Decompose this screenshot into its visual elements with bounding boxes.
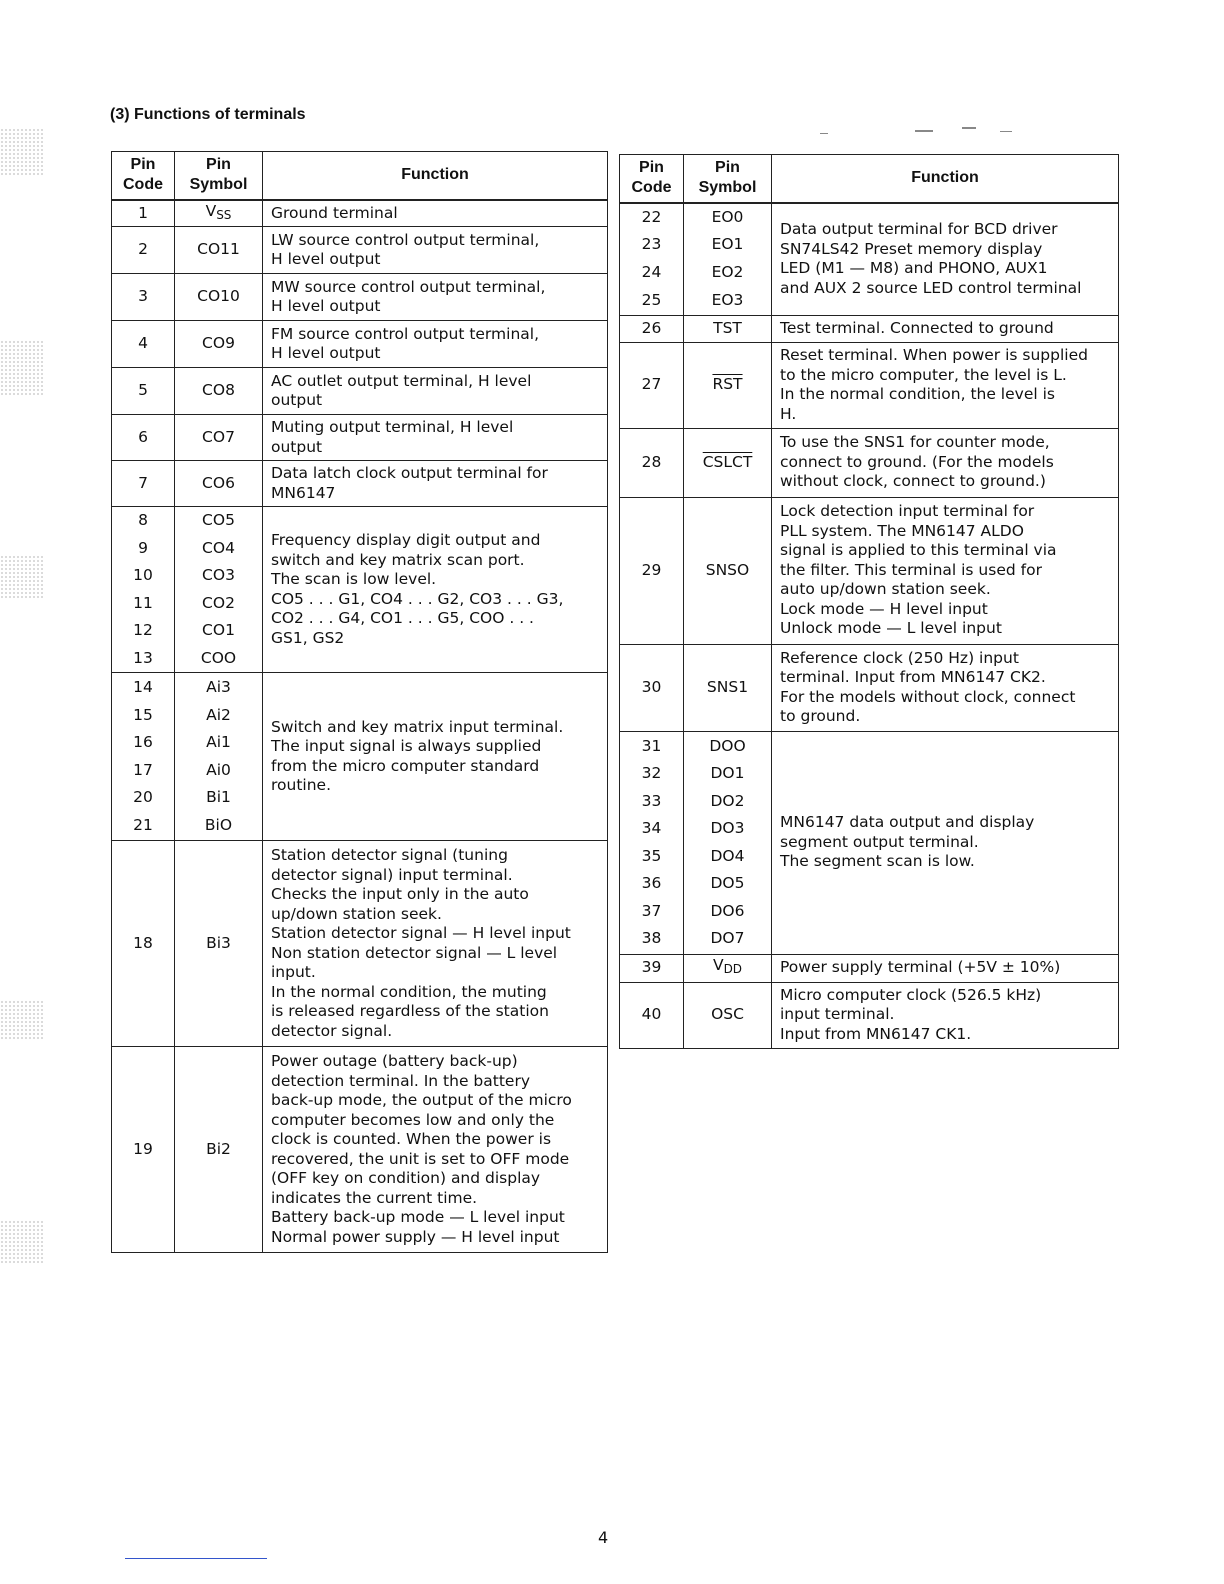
pin-symbol bbox=[684, 954, 772, 982]
pin-code: 34 bbox=[641, 819, 662, 838]
pin-code: 28 bbox=[620, 428, 684, 497]
pin-symbol-stack bbox=[684, 731, 772, 954]
pin-function: Reset terminal. When power is supplied to the micro computer, the level is L. In the normal condition, the level is H. bbox=[772, 342, 1119, 428]
pin-symbol-cell bbox=[684, 428, 772, 497]
table-row bbox=[112, 841, 608, 1047]
pin-symbol: SNS1 bbox=[684, 644, 772, 731]
pin-symbol: DO3 bbox=[710, 819, 745, 838]
pin-code: 20 bbox=[133, 788, 153, 806]
pin-code: 25 bbox=[641, 290, 662, 309]
table-row bbox=[620, 954, 1119, 982]
pin-code: 27 bbox=[620, 342, 684, 428]
pin-code: 29 bbox=[620, 497, 684, 644]
header-pin-symbol: Pin Symbol bbox=[175, 152, 263, 200]
pin-function: Reference clock (250 Hz) input terminal. Input from MN6147 CK2. For the models without clock, connect to ground. bbox=[772, 644, 1119, 731]
pin-code: 18 bbox=[112, 841, 175, 1047]
header-pin-code: Pin Code bbox=[112, 152, 175, 200]
table-row bbox=[112, 227, 608, 274]
table-row bbox=[112, 321, 608, 368]
pin-code: 5 bbox=[112, 368, 175, 415]
pin-symbol: CO4 bbox=[202, 538, 235, 557]
table-row bbox=[620, 982, 1119, 1048]
scan-speck bbox=[962, 127, 976, 129]
pin-code: 4 bbox=[112, 321, 175, 368]
pin-code: 26 bbox=[620, 315, 684, 342]
pin-symbol: Bi2 bbox=[175, 1047, 263, 1253]
pin-symbol: SNSO bbox=[684, 497, 772, 644]
pin-symbol: Ai2 bbox=[206, 705, 231, 724]
pin-code: 6 bbox=[112, 415, 175, 461]
pin-function: Data output terminal for BCD driver SN74LS42 Preset memory display LED (M1 — M8) and PHONO, AUX1 and AUX 2 source LED control terminal bbox=[772, 203, 1119, 316]
pin-symbol: EO2 bbox=[711, 263, 744, 282]
pin-function: Lock detection input terminal for PLL system. The MN6147 ALDO signal is applied to this terminal via the filter. This terminal is used for auto up/down station seek. Lock mode — H level input Unlock mode — L level input bbox=[772, 497, 1119, 644]
pin-symbol: OSC bbox=[684, 982, 772, 1048]
scan-binding-mark bbox=[0, 555, 45, 600]
pin-code: 2 bbox=[112, 227, 175, 274]
left-pin-table bbox=[111, 151, 608, 1253]
pin-symbol: DO4 bbox=[710, 846, 745, 865]
pin-code: 35 bbox=[641, 846, 662, 865]
pin-code-stack bbox=[620, 731, 684, 954]
table-row bbox=[112, 200, 608, 227]
table-header-row bbox=[620, 155, 1119, 203]
pin-code: 17 bbox=[133, 760, 153, 779]
pin-function: Test terminal. Connected to ground bbox=[772, 315, 1119, 342]
scan-speck bbox=[1000, 131, 1012, 132]
pin-symbol-cell bbox=[684, 342, 772, 428]
pin-function: Muting output terminal, H level output bbox=[263, 415, 608, 461]
pin-code: 40 bbox=[620, 982, 684, 1048]
pin-code: 30 bbox=[620, 644, 684, 731]
pin-symbol-base: V bbox=[205, 201, 217, 220]
pin-symbol: CO5 bbox=[202, 511, 235, 529]
table-row bbox=[112, 368, 608, 415]
pin-symbol: DO5 bbox=[710, 874, 745, 893]
header-function: Function bbox=[263, 152, 608, 200]
pin-symbol: Ai3 bbox=[206, 678, 231, 696]
pin-symbol: EO3 bbox=[711, 290, 744, 309]
pin-symbol-stack bbox=[175, 507, 263, 673]
scan-binding-mark bbox=[0, 1220, 45, 1265]
pin-code: 11 bbox=[133, 593, 153, 612]
pin-function: MN6147 data output and display segment output terminal. The segment scan is low. bbox=[772, 731, 1119, 954]
table-header-row bbox=[112, 152, 608, 200]
pin-code: 36 bbox=[641, 874, 662, 893]
pin-symbol: Ai0 bbox=[206, 760, 231, 779]
pin-symbol: CO10 bbox=[175, 274, 263, 321]
pin-symbol: DO2 bbox=[710, 791, 745, 810]
table-row bbox=[112, 461, 608, 507]
pin-code: 16 bbox=[133, 733, 153, 751]
scan-speck bbox=[915, 130, 933, 132]
pin-code: 32 bbox=[641, 764, 662, 783]
pin-symbol: DO1 bbox=[710, 764, 745, 783]
table-row bbox=[620, 644, 1119, 731]
header-pin-symbol: Pin Symbol bbox=[684, 155, 772, 203]
table-row bbox=[620, 342, 1119, 428]
pin-symbol: EO1 bbox=[711, 235, 744, 254]
pin-symbol: COO bbox=[200, 648, 237, 667]
scan-binding-mark bbox=[0, 128, 45, 176]
pin-symbol-sub: SS bbox=[216, 207, 232, 222]
pin-symbol-stack bbox=[684, 203, 772, 316]
pin-code: 23 bbox=[641, 235, 662, 254]
pin-function: Power outage (battery back-up) detection terminal. In the battery back-up mode, the output of the micro computer becomes low and only the clock is counted. When the power is recovered, the unit is set to OFF mode (OFF key on condition) and display indicates the current time. Battery back-up mode — L level input Normal power supply — H level input bbox=[263, 1047, 608, 1253]
pin-symbol-sub: DD bbox=[723, 962, 743, 977]
pin-function: Ground terminal bbox=[263, 200, 608, 227]
pin-function: Data latch clock output terminal for MN6147 bbox=[263, 461, 608, 507]
pin-code-stack bbox=[620, 203, 684, 316]
pin-symbol: Bi3 bbox=[175, 841, 263, 1047]
table-row-group bbox=[112, 507, 608, 673]
table-row bbox=[620, 497, 1119, 644]
pin-code: 7 bbox=[112, 461, 175, 507]
pin-symbol: DOO bbox=[709, 736, 746, 755]
pin-function: AC outlet output terminal, H level output bbox=[263, 368, 608, 415]
scan-binding-mark bbox=[0, 340, 45, 395]
pin-code: 19 bbox=[112, 1047, 175, 1253]
pin-function: Micro computer clock (526.5 kHz) input terminal. Input from MN6147 CK1. bbox=[772, 982, 1119, 1048]
pin-code: 38 bbox=[641, 929, 662, 948]
table-row-group bbox=[112, 673, 608, 841]
pin-function: Switch and key matrix input terminal. The input signal is always supplied from the micro computer standard routine. bbox=[263, 673, 608, 841]
pin-code: 24 bbox=[641, 263, 662, 282]
pin-function: To use the SNS1 for counter mode, connect to ground. (For the models without clock, connect to ground.) bbox=[772, 428, 1119, 497]
pin-symbol: CSLCT bbox=[702, 452, 753, 471]
table-row bbox=[620, 315, 1119, 342]
pin-code: 3 bbox=[112, 274, 175, 321]
table-row bbox=[112, 274, 608, 321]
pin-symbol: CO3 bbox=[202, 566, 235, 584]
table-row-group bbox=[620, 203, 1119, 316]
pin-function: Frequency display digit output and switch and key matrix scan port. The scan is low level. CO5 . . . G1, CO4 . . . G2, CO3 . . . G3, CO2 . . . G4, CO1 . . . G5, COO . . . GS1, GS2 bbox=[263, 507, 608, 673]
pin-symbol: CO7 bbox=[175, 415, 263, 461]
pin-symbol: CO1 bbox=[202, 621, 235, 639]
table-row bbox=[620, 428, 1119, 497]
pin-code: 14 bbox=[133, 678, 153, 696]
pin-code-stack bbox=[112, 673, 175, 841]
pin-code: 37 bbox=[641, 901, 662, 920]
section-heading: (3) Functions of terminals bbox=[110, 106, 306, 123]
table-row bbox=[112, 415, 608, 461]
table-row bbox=[112, 1047, 608, 1253]
pin-function: FM source control output terminal, H level output bbox=[263, 321, 608, 368]
pin-symbol: DO7 bbox=[710, 929, 745, 948]
pin-code: 13 bbox=[133, 648, 153, 667]
pin-code: 10 bbox=[133, 566, 153, 584]
pin-symbol: CO9 bbox=[175, 321, 263, 368]
right-pin-table bbox=[619, 154, 1119, 1049]
pin-code: 21 bbox=[133, 815, 153, 834]
pin-function: MW source control output terminal, H level output bbox=[263, 274, 608, 321]
page-number: 4 bbox=[598, 1528, 609, 1547]
pin-symbol bbox=[175, 200, 263, 227]
pin-code: 1 bbox=[112, 200, 175, 227]
pin-symbol: Bi1 bbox=[206, 788, 231, 806]
scan-speck bbox=[820, 133, 828, 134]
pin-symbol: TST bbox=[684, 315, 772, 342]
pin-code: 22 bbox=[641, 207, 662, 226]
pin-code: 15 bbox=[133, 705, 153, 724]
pin-symbol: DO6 bbox=[710, 901, 745, 920]
pin-symbol-stack bbox=[175, 673, 263, 841]
pin-symbol: $\overline{RST}$ bbox=[712, 375, 743, 394]
pin-symbol: CO8 bbox=[175, 368, 263, 415]
pin-symbol: Ai1 bbox=[206, 733, 231, 751]
pin-symbol: CO11 bbox=[175, 227, 263, 274]
header-function: Function bbox=[772, 155, 1119, 203]
pin-function: Station detector signal (tuning detector signal) input terminal. Checks the input only in the auto up/down station seek. Station detector signal — H level input Non station detector signal — L level input. In the normal condition, the muting is released regardless of the station detector signal. bbox=[263, 841, 608, 1047]
pin-code: 33 bbox=[641, 791, 662, 810]
header-pin-code: Pin Code bbox=[620, 155, 684, 203]
pin-symbol: BiO bbox=[204, 815, 233, 834]
pin-code: 31 bbox=[641, 736, 662, 755]
scan-binding-mark bbox=[0, 1000, 45, 1040]
pin-code: 8 bbox=[138, 511, 148, 529]
pin-symbol-base: V bbox=[712, 956, 724, 975]
pin-function: Power supply terminal (+5V ± 10%) bbox=[772, 954, 1119, 982]
pin-symbol: CO2 bbox=[202, 593, 235, 612]
pin-code: 9 bbox=[138, 538, 148, 557]
pin-function: LW source control output terminal, H level output bbox=[263, 227, 608, 274]
pin-code-stack bbox=[112, 507, 175, 673]
footer-rule bbox=[125, 1558, 267, 1559]
table-row-group bbox=[620, 731, 1119, 954]
pin-symbol: EO0 bbox=[711, 207, 744, 226]
pin-symbol: CO6 bbox=[175, 461, 263, 507]
pin-code: 12 bbox=[133, 621, 153, 639]
pin-code: 39 bbox=[620, 954, 684, 982]
